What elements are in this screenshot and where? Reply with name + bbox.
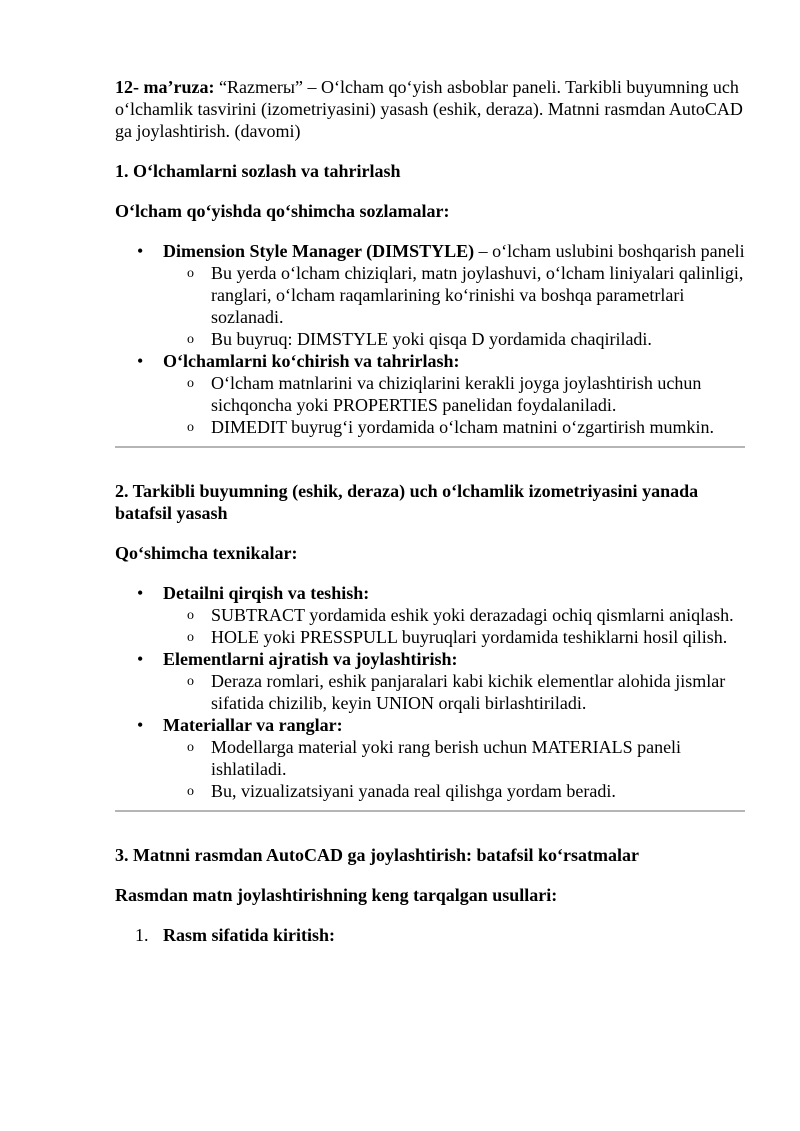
sub-list-item: o O‘lcham matnlarini va chiziqlarini kerakli joyga joylashtirish uchun sichqoncha yoki PROPERTIES panelidan foydalaniladi.	[163, 372, 745, 416]
item-title: Dimension Style Manager (DIMSTYLE)	[163, 241, 475, 261]
section2-list	[115, 582, 745, 802]
list-item	[115, 582, 745, 648]
sub-list	[163, 670, 745, 714]
section2-heading: 2. Tarkibli buyumning (eshik, deraza) uch o‘lchamlik izometriyasini yanada batafsil yasash	[115, 481, 699, 523]
item-title: Detailni qirqish va teshish:	[163, 583, 370, 603]
item-title: O‘lchamlarni ko‘chirish va tahrirlash:	[163, 351, 460, 371]
lecture-label: 12- ma’ruza:	[115, 77, 215, 97]
section1-heading: 1. O‘lchamlarni sozlash va tahrirlash	[115, 161, 401, 181]
sub-list	[163, 262, 745, 350]
section3-subheading: Rasmdan matn joylashtirishning keng tarqalgan usullari:	[115, 885, 558, 905]
item-title: Elementlarni ajratish va joylashtirish:	[163, 649, 458, 669]
section1-list	[115, 240, 745, 438]
list-item	[115, 648, 745, 714]
sub-list-item: o Deraza romlari, eshik panjaralari kabi kichik elementlar alohida jismlar sifatida chizilib, keyin UNION orqali birlashtiriladi.	[163, 670, 745, 714]
item-title: Materiallar va ranglar:	[163, 715, 343, 735]
document-content	[115, 76, 745, 946]
sub-list-item: o Bu yerda o‘lcham chiziqlari, matn joylashuvi, o‘lcham liniyalari qalinligi, ranglari, o‘lcham raqamlarining ko‘rinishi va boshqa parametrlari sozlanadi.	[163, 262, 745, 328]
lecture-intro-text: “Razmerы” – O‘lcham qo‘yish asboblar paneli. Tarkibli buyumning uch o‘lchamlik tasvirini (izometriyasini) yasash (eshik, deraza). Matnni rasmdan AutoCAD ga joylashtirish. (davomi)	[115, 77, 743, 141]
list-item	[115, 924, 745, 946]
lecture-intro	[115, 76, 745, 142]
list-item	[115, 350, 745, 438]
list-item	[115, 240, 745, 350]
list-item	[115, 714, 745, 802]
sub-list	[163, 604, 745, 648]
sub-list-item: o Modellarga material yoki rang berish uchun MATERIALS paneli ishlatiladi.	[163, 736, 745, 780]
sub-list-item: o Bu buyruq: DIMSTYLE yoki qisqa D yordamida chaqiriladi.	[163, 328, 745, 350]
item-number: 1.	[135, 925, 149, 945]
sub-list	[163, 736, 745, 802]
section3-heading: 3. Matnni rasmdan AutoCAD ga joylashtirish: batafsil ko‘rsatmalar	[115, 845, 640, 865]
section2-subheading: Qo‘shimcha texnikalar:	[115, 543, 298, 563]
item-text: – o‘lcham uslubini boshqarish paneli	[474, 241, 745, 261]
sub-list	[163, 372, 745, 438]
sub-list-item: o HOLE yoki PRESSPULL buyruqlari yordamida teshiklarni hosil qilish.	[163, 626, 745, 648]
section1-subheading: O‘lcham qo‘yishda qo‘shimcha sozlamalar:	[115, 201, 450, 221]
sub-list-item: o SUBTRACT yordamida eshik yoki derazadagi ochiq qismlarni aniqlash.	[163, 604, 745, 626]
sub-list-item: o Bu, vizualizatsiyani yanada real qilishga yordam beradi.	[163, 780, 745, 802]
item-title: Rasm sifatida kiritish:	[163, 925, 336, 945]
sub-list-item: o DIMEDIT buyrug‘i yordamida o‘lcham matnini o‘zgartirish mumkin.	[163, 416, 745, 438]
section3-list	[115, 924, 745, 946]
